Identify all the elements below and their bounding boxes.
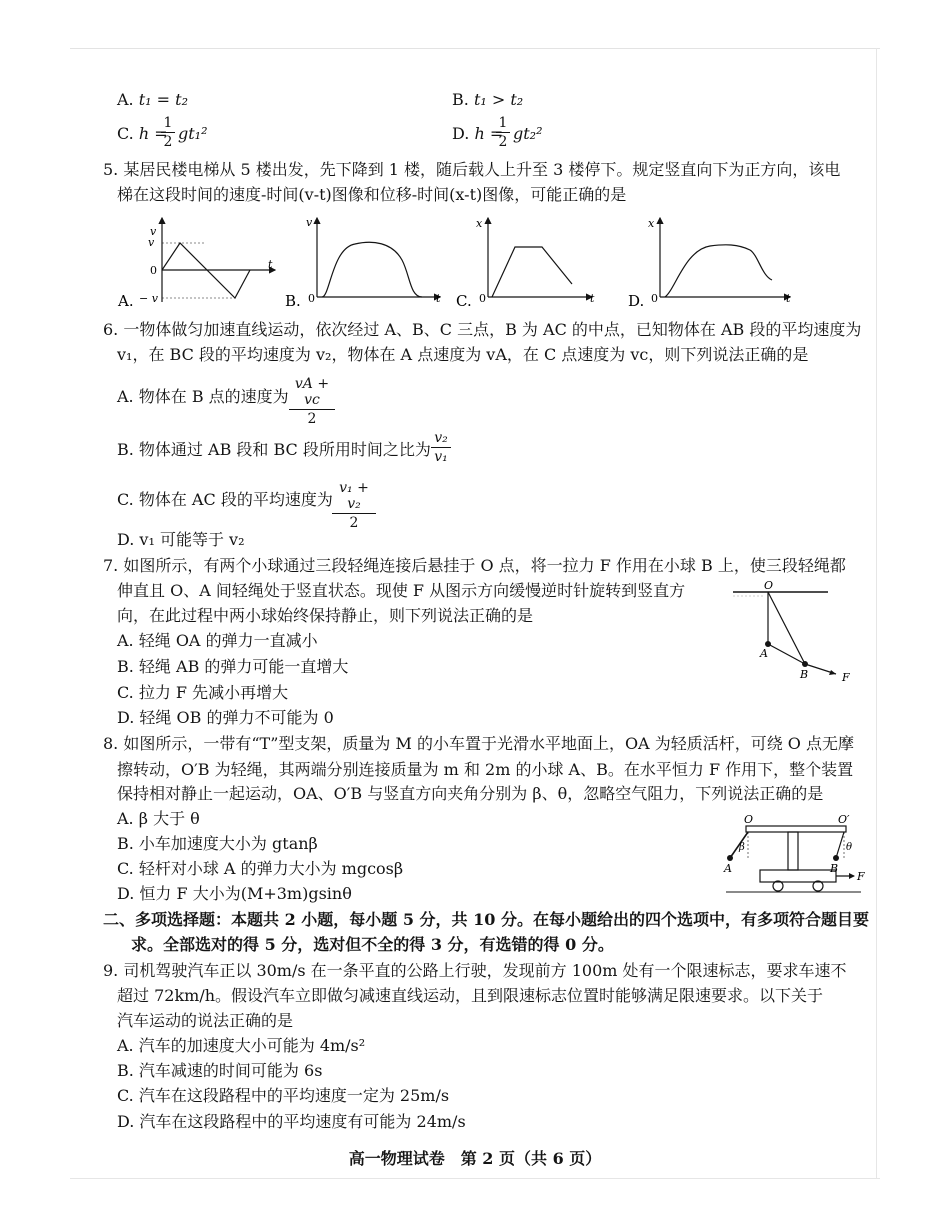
q4-option-b: B. t₁ > t₂ — [452, 90, 524, 109]
q8-option-a: A. β 大于 θ — [117, 809, 200, 828]
q7-figure-label-b: B — [800, 668, 809, 681]
q7-option-b: B. 轻绳 AB 的弹力可能一直增大 — [117, 657, 349, 676]
q5-graph-d-x-axis: x — [648, 217, 655, 230]
q4-option-c-fraction: 1 2 — [161, 115, 175, 150]
q5-graph-d — [628, 217, 791, 310]
section2-heading-line1: 二、多项选择题：本题共 2 小题，每小题 5 分，共 10 分。在每小题给出的四个选项中，有多项符合题目要 — [103, 910, 869, 929]
q5-graph-b — [285, 216, 441, 310]
q5-stem-line1: 5. 某居民楼电梯从 5 楼出发，先下降到 1 楼，随后载人上升至 3 楼停下。规定竖直向下为正方向，该电 — [103, 160, 841, 179]
q7-figure — [728, 578, 868, 688]
q5-graph-d-t-axis: t — [786, 292, 791, 305]
q4-option-c: C. h = — [117, 124, 168, 143]
q8-figure-label-beta: β — [739, 842, 745, 853]
q9-stem-line3: 汽车运动的说法正确的是 — [117, 1011, 294, 1030]
q5-graph-a-label: A. — [118, 292, 134, 310]
q5-graph-c-t-axis: t — [590, 292, 595, 305]
q8-figure-label-a: A — [724, 862, 732, 875]
q8-stem-line3: 保持相对静止一起运动，OA、O′B 与竖直方向夹角分别为 β、θ，忽略空气阻力，下列说法正确的是 — [117, 784, 824, 803]
q6-option-a-fraction: vA + vc 2 — [289, 376, 335, 427]
q6-option-b-fraction: v₂ v₁ — [431, 430, 451, 465]
q5-graph-a-t-axis: t — [268, 258, 273, 271]
q5-graph-a-v-top: v — [148, 236, 155, 249]
q9-option-b: B. 汽车减速的时间可能为 6s — [117, 1061, 323, 1080]
q8-figure-label-f: F — [857, 870, 865, 883]
page-edge-top — [70, 48, 880, 49]
q4-option-d: D. h = — [452, 124, 504, 143]
q5-graph-d-label: D. — [628, 292, 645, 310]
q8-figure — [716, 812, 866, 898]
q5-graph-d-origin: 0 — [651, 292, 658, 305]
q5-graph-c-origin: 0 — [479, 292, 486, 305]
q6-option-c-fraction: v₁ + v₂ 2 — [332, 480, 376, 531]
q5-graph-a — [117, 218, 275, 310]
q5-graphs — [110, 210, 810, 310]
q8-figure-label-theta: θ — [846, 842, 853, 853]
q5-graph-c-x-axis: x — [476, 217, 483, 230]
page-edge-bottom — [70, 1178, 880, 1179]
q5-graph-a-v-neg: − v — [139, 292, 158, 305]
q8-figure-label-b: B — [830, 862, 839, 875]
q8-figure-label-o-prime: O′ — [838, 813, 850, 826]
q7-option-d: D. 轻绳 OB 的弹力不可能为 0 — [117, 708, 334, 727]
q7-stem-line3: 向，在此过程中两小球始终保持静止，则下列说法正确的是 — [117, 606, 534, 625]
q4-option-c-tail: gt₁² — [178, 124, 208, 143]
q8-stem-line2: 擦转动，O′B 为轻绳，其两端分别连接质量为 m 和 2m 的小球 A、B。在水平恒力 F 作用下，整个装置 — [117, 760, 854, 779]
q9-stem-line1: 9. 司机驾驶汽车正以 30m/s 在一条平直的公路上行驶，发现前方 100m 处有一个限速标志，要求车速不 — [103, 961, 847, 980]
page-edge-right — [876, 48, 877, 1178]
q9-stem-line2: 超过 72km/h。假设汽车立即做匀减速直线运动，且到限速标志位置时能够满足限速要求。以下关于 — [117, 986, 824, 1005]
q8-stem-line1: 8. 如图所示，一带有“T”型支架，质量为 M 的小车置于光滑水平地面上，OA 为轻质活杆，可绕 O 点无摩 — [103, 734, 854, 753]
q4-option-d-fraction: 1 2 — [496, 115, 510, 150]
q4-option-d-tail: gt₂² — [513, 124, 543, 143]
q6-option-d: D. v₁ 可能等于 v₂ — [117, 530, 245, 549]
q6-option-c: C. 物体在 AC 段的平均速度为 — [117, 490, 333, 509]
q4-option-a: A. t₁ = t₂ — [117, 90, 188, 109]
q7-option-a: A. 轻绳 OA 的弹力一直减小 — [117, 631, 318, 650]
q5-graph-c — [456, 217, 595, 310]
q8-figure-label-o: O — [744, 813, 754, 826]
q6-stem-line1: 6. 一物体做匀加速直线运动，依次经过 A、B、C 三点，B 为 AC 的中点，已知物体在 AB 段的平均速度为 — [103, 320, 862, 339]
q6-option-b: B. 物体通过 AB 段和 BC 段所用时间之比为 — [117, 440, 431, 459]
q7-stem-line2: 伸直且 O、A 间轻绳处于竖直状态。现使 F 从图示方向缓慢逆时针旋转到竖直方 — [117, 581, 686, 600]
q9-option-a: A. 汽车的加速度大小可能为 4m/s² — [117, 1036, 366, 1055]
q8-option-d: D. 恒力 F 大小为(M+3m)gsinθ — [117, 884, 352, 903]
q7-stem-line1: 7. 如图所示，有两个小球通过三段轻绳连接后悬挂于 O 点，将一拉力 F 作用在小球 B 上，使三段轻绳都 — [103, 556, 846, 575]
q7-figure-label-f: F — [842, 671, 850, 684]
q7-option-c: C. 拉力 F 先减小再增大 — [117, 683, 289, 702]
section2-heading-line2: 求。全部选对的得 5 分，选对但不全的得 3 分，有选错的得 0 分。 — [131, 935, 614, 954]
q5-graph-b-origin: 0 — [308, 292, 315, 305]
q5-graph-c-label: C. — [456, 292, 472, 310]
q6-stem-line2: v₁，在 BC 段的平均速度为 v₂，物体在 A 点速度为 vA，在 C 点速度为 vc，则下列说法正确的是 — [117, 345, 809, 364]
q9-option-c: C. 汽车在这段路程中的平均速度一定为 25m/s — [117, 1086, 450, 1105]
q5-stem-line2: 梯在这段时间的速度-时间(v-t)图像和位移-时间(x-t)图像，可能正确的是 — [117, 185, 627, 204]
q5-graph-b-v-axis: v — [306, 216, 313, 229]
page-footer: 高一物理试卷 第 2 页（共 6 页） — [348, 1149, 602, 1168]
q5-graph-b-t-axis: t — [436, 292, 441, 305]
q5-graph-b-label: B. — [285, 292, 301, 310]
q7-figure-label-o: O — [764, 579, 774, 592]
q9-option-d: D. 汽车在这段路程中的平均速度有可能为 24m/s — [117, 1112, 466, 1131]
q7-figure-label-a: A — [760, 647, 768, 660]
q8-option-b: B. 小车加速度大小为 gtanβ — [117, 834, 318, 853]
q5-graph-a-origin: 0 — [150, 264, 157, 277]
q5-graph-a-v-axis: v — [150, 225, 157, 238]
q8-option-c: C. 轻杆对小球 A 的弹力大小为 mgcosβ — [117, 859, 404, 878]
q6-option-a: A. 物体在 B 点的速度为 — [117, 387, 289, 406]
